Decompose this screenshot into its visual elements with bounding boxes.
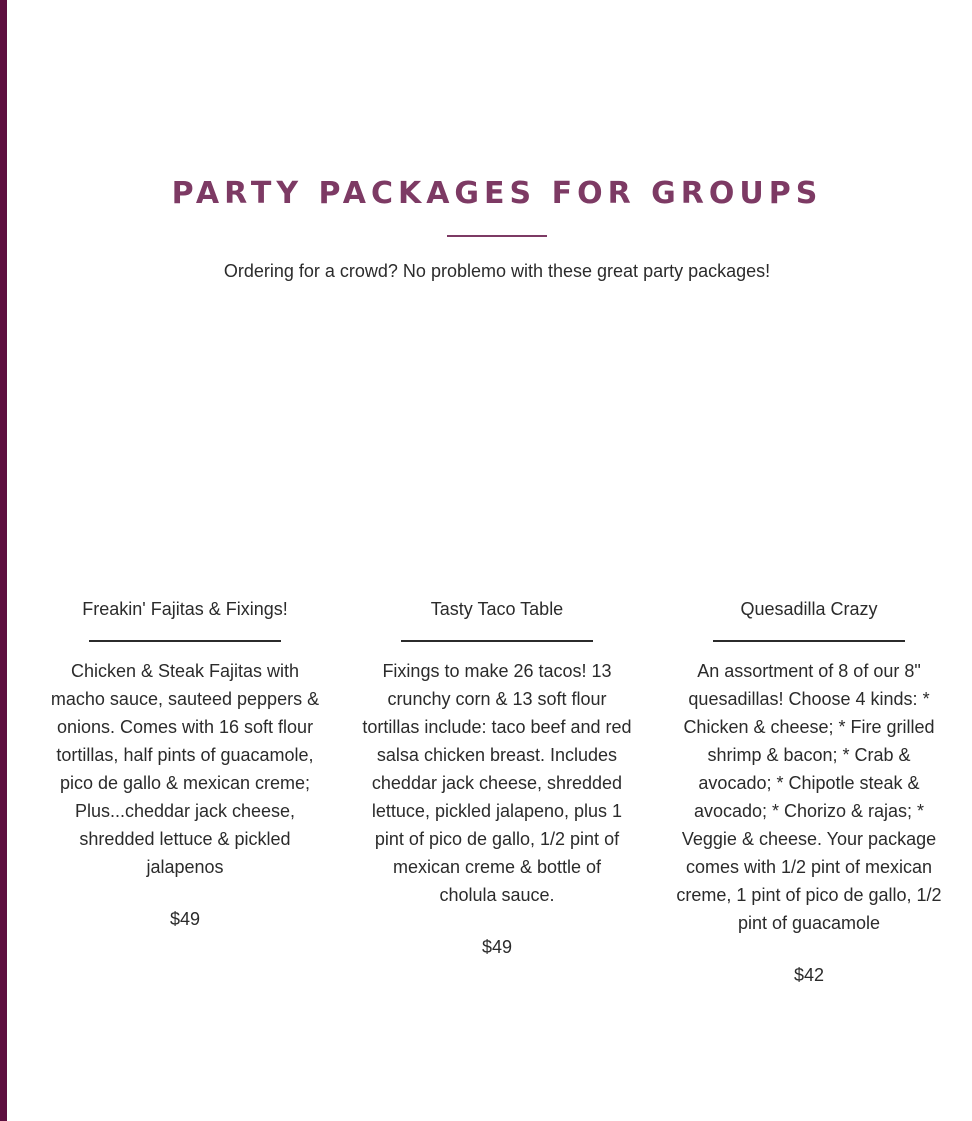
package-price: $42 [793,965,825,985]
package-divider [713,640,905,642]
title-divider [447,235,547,237]
package-description: An assortment of 8 of our 8" quesadillas! Choose 4 kinds: * Chicken & cheese; * Fire grilled shrimp & bacon; * Crab & avocado; * Chipotle steak & avocado; * Chorizo & rajas; * Veggie & cheese. Your package comes with 1/2 pint of mexican creme, 1 pint of pico de gallo, 1/2 pint of guacamole [676,661,942,933]
package-price: $49 [169,909,201,929]
package-name: Quesadilla Crazy [740,599,878,619]
package-card-quesadillas [674,597,944,989]
package-name: Freakin' Fajitas & Fixings! [82,599,288,619]
package-description: Fixings to make 26 tacos! 13 crunchy corn & 13 soft flour tortillas include: taco beef and red salsa chicken breast. Includes cheddar jack cheese, shredded lettuce, pickled jalapeno, plus 1 pint of pico de gallo, 1/2 pint of mexican creme & bottle of cholula sauce. [362,661,632,905]
package-name: Tasty Taco Table [430,599,564,619]
section-title: PARTY PACKAGES FOR GROUPS [171,176,823,211]
package-divider [89,640,281,642]
package-card-tacos [362,597,632,961]
section-subtitle: Ordering for a crowd? No problemo with these great party packages! [223,261,771,281]
package-divider [401,640,593,642]
package-price: $49 [481,937,513,957]
package-card-fajitas [50,597,320,933]
package-description: Chicken & Steak Fajitas with macho sauce, sauteed peppers & onions. Comes with 16 soft flour tortillas, half pints of guacamole, pico de gallo & mexican creme; Plus...cheddar jack cheese, shredded lettuce & pickled jalapenos [50,661,320,877]
left-accent-bar [0,0,7,1121]
